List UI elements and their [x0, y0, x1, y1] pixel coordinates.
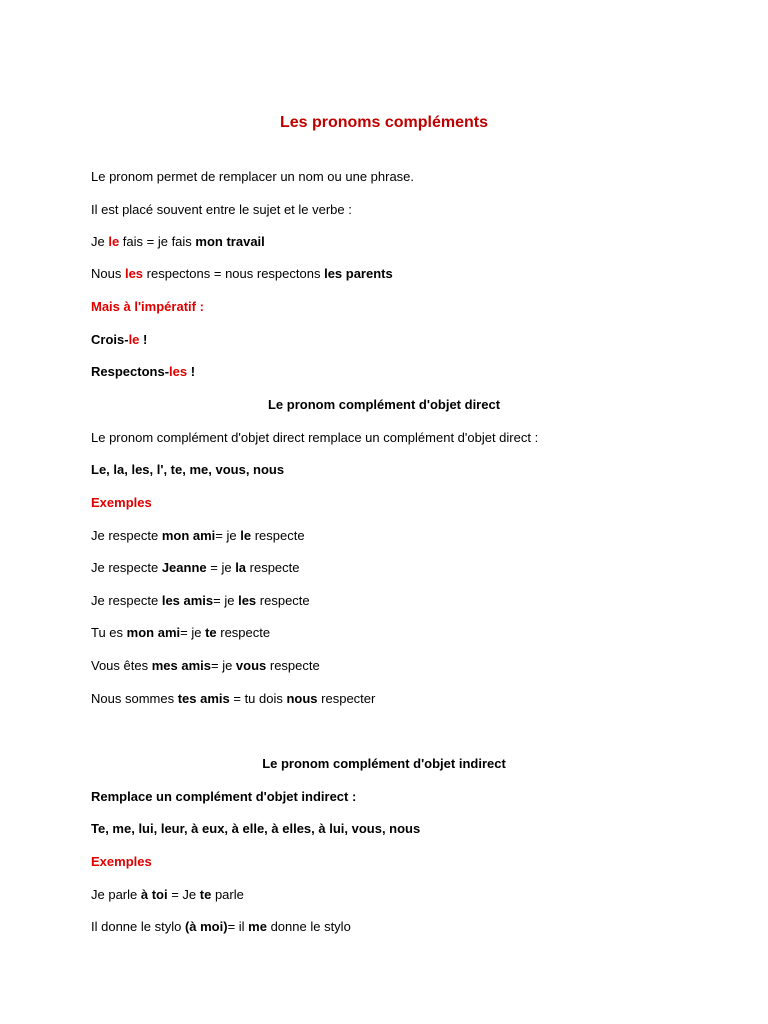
direct-example-6 [91, 690, 375, 708]
intro-line-2: Il est placé souvent entre le sujet et le verbe : [91, 202, 352, 217]
direct-heading: Le pronom complément d'objet direct [267, 397, 501, 412]
text: Nous [91, 266, 125, 281]
indirect-heading: Le pronom complément d'objet indirect [262, 756, 506, 771]
pronoun: les [238, 593, 257, 608]
pronoun: te [199, 887, 212, 902]
text: parle [211, 887, 244, 902]
text: ! [139, 332, 148, 347]
imperatif-label: Mais à l'impératif : [91, 299, 204, 314]
text: = je [215, 528, 241, 543]
text: = tu dois [229, 691, 287, 706]
direct-example-2 [91, 559, 300, 577]
text: Je respecte [91, 560, 162, 575]
pronoun: le [128, 332, 140, 347]
text: respecte [246, 560, 300, 575]
text: Je respecte [91, 593, 162, 608]
page-title: Les pronoms compléments [279, 114, 489, 131]
pronoun: les [169, 364, 188, 379]
text: Il donne le stylo [91, 919, 185, 934]
pronoun: la [235, 560, 247, 575]
indirect-pronoun-list: Te, me, lui, leur, à eux, à elle, à elles, à lui, vous, nous [91, 821, 421, 836]
direct-example-3 [91, 592, 310, 610]
noun: (à moi) [184, 919, 228, 934]
text: respecte [256, 593, 310, 608]
noun: mon travail [195, 234, 265, 249]
indirect-example-2 [91, 918, 351, 936]
text: Crois- [91, 332, 129, 347]
direct-example-5 [91, 657, 320, 675]
direct-examples-label: Exemples [91, 495, 152, 510]
direct-example-1 [91, 527, 305, 545]
noun: à toi [140, 887, 168, 902]
text: = je [206, 560, 236, 575]
text: respecte [251, 528, 305, 543]
noun: Jeanne [161, 560, 207, 575]
noun: mon ami [161, 528, 216, 543]
pronoun: me [248, 919, 267, 934]
text: respectons = nous respectons [143, 266, 325, 281]
text: donne le stylo [266, 919, 351, 934]
text: = il [227, 919, 249, 934]
direct-description: Le pronom complément d'objet direct remplace un complément d'objet direct : [91, 430, 539, 445]
noun: tes amis [177, 691, 230, 706]
pronoun: nous [286, 691, 318, 706]
text: respecte [266, 658, 320, 673]
intro-line-1: Le pronom permet de remplacer un nom ou une phrase. [91, 169, 415, 184]
intro-example-1 [91, 233, 265, 251]
pronoun: les [124, 266, 144, 281]
text: fais = je fais [119, 234, 196, 249]
text: Je parle [91, 887, 141, 902]
pronoun: le [108, 234, 120, 249]
noun: les amis [161, 593, 214, 608]
text: ! [187, 364, 196, 379]
intro-example-2 [91, 265, 393, 283]
direct-pronoun-list: Le, la, les, l', te, me, vous, nous [91, 462, 285, 477]
text: Vous êtes [91, 658, 152, 673]
text: respecter [317, 691, 376, 706]
text: = je [180, 625, 206, 640]
imperatif-example-2 [91, 363, 195, 381]
imperatif-example-1 [91, 331, 147, 349]
indirect-examples-label: Exemples [91, 854, 152, 869]
pronoun: te [205, 625, 217, 640]
pronoun: vous [235, 658, 267, 673]
text: = Je [167, 887, 200, 902]
noun: mes amis [151, 658, 211, 673]
text: = je [213, 593, 239, 608]
direct-example-4 [91, 624, 270, 642]
text: Nous sommes [91, 691, 178, 706]
pronoun: le [240, 528, 252, 543]
indirect-example-1 [91, 886, 244, 904]
text: = je [210, 658, 236, 673]
text: Je respecte [91, 528, 162, 543]
noun: mon ami [126, 625, 181, 640]
text: Respectons- [91, 364, 170, 379]
text: respecte [216, 625, 271, 640]
noun: les parents [324, 266, 393, 281]
text: Tu es [91, 625, 127, 640]
indirect-description: Remplace un complément d'objet indirect : [91, 789, 357, 804]
text: Je [91, 234, 109, 249]
